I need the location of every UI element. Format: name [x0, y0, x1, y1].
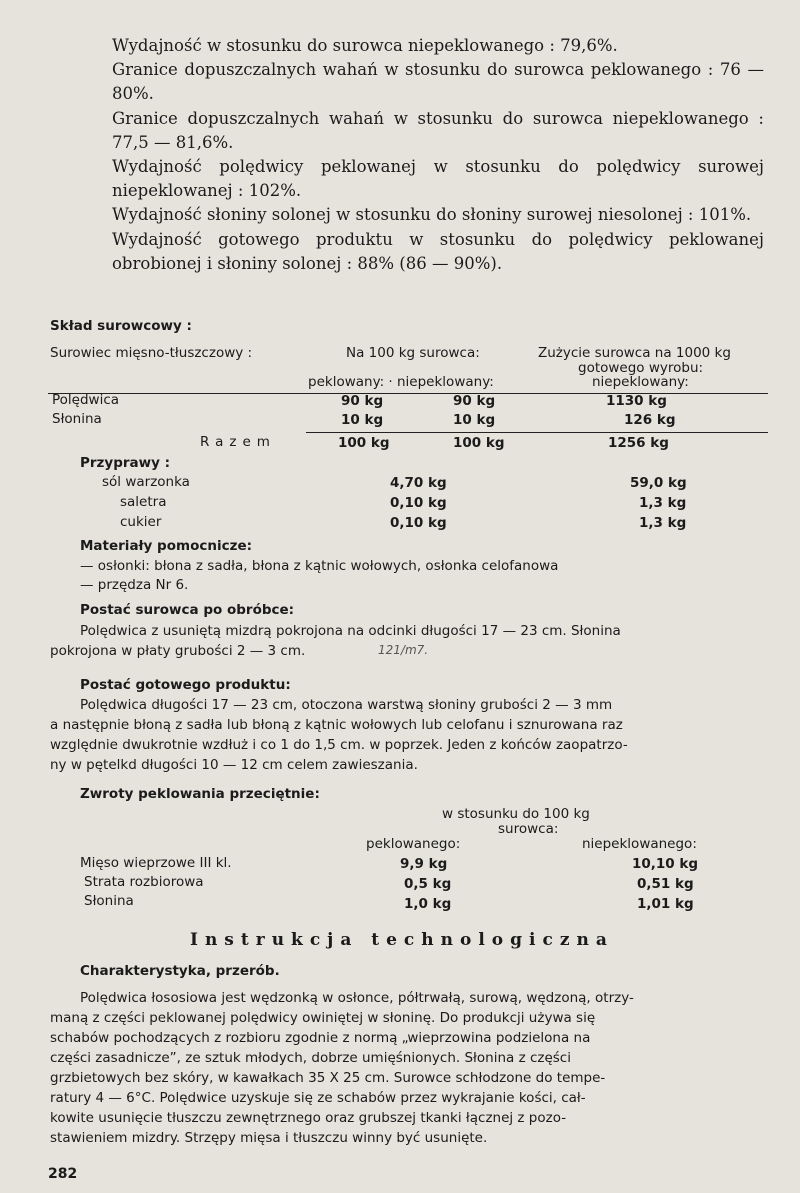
row-value: 126 kg: [624, 412, 676, 428]
sub-header-pekl: peklowany: · niepeklowany:: [308, 374, 494, 390]
row-value: 90 kg: [453, 393, 496, 409]
zwroty-row-value: 10,10 kg: [632, 856, 699, 872]
col-per100-header: Na 100 kg surowca:: [346, 345, 480, 361]
total-label: Razem: [200, 434, 276, 450]
page-number: 282: [48, 1166, 78, 1182]
przyprawy-heading: Przyprawy :: [80, 455, 171, 471]
intro-line: Wydajność w stosunku do surowca niepeklowanego : 79,6%.: [112, 36, 618, 55]
instrukcja-line: kowite usunięcie tłuszczu zewnętrznego oraz grubszej tkanki łącznej z pozo-: [50, 1110, 567, 1126]
spice-value: 1,3 kg: [639, 515, 687, 531]
zwroty-row-value: 0,51 kg: [637, 876, 694, 892]
spice-value: 4,70 kg: [390, 475, 447, 491]
instrukcja-subheading: Charakterystyka, przerób.: [80, 963, 280, 979]
postac-produktu-heading: Postać gotowego produktu:: [80, 677, 291, 693]
instrukcja-line: grzbietowych bez skóry, w kawałkach 35 X 25 cm. Surowce schłodzone do tempe-: [50, 1070, 606, 1086]
postac-produktu-line: ny w pętelkd długości 10 — 12 cm celem zawieszania.: [50, 757, 418, 773]
zwroty-row-name: Strata rozbiorowa: [84, 874, 204, 890]
postac-surowca-heading: Postać surowca po obróbce:: [80, 602, 295, 618]
row-value: 10 kg: [453, 412, 496, 428]
instrukcja-title: Instrukcja technologiczna: [190, 930, 614, 950]
row-value: 1130 kg: [606, 393, 667, 409]
zwroty-row-value: 0,5 kg: [404, 876, 452, 892]
zwroty-sub-b: niepeklowanego:: [582, 836, 697, 852]
zwroty-row-value: 1,0 kg: [404, 896, 452, 912]
sub-header-niepekl: niepeklowany:: [592, 374, 689, 390]
row-name: Polędwica: [52, 392, 120, 408]
instrukcja-line: ratury 4 — 6°C. Polędwice uzyskuje się ze schabów przez wykrajanie kości, cał-: [50, 1090, 586, 1106]
zwroty-row-name: Słonina: [84, 893, 134, 909]
spice-value: 0,10 kg: [390, 495, 447, 511]
zwroty-col-header: w stosunku do 100 kg: [442, 806, 590, 822]
total-value: 100 kg: [338, 435, 390, 451]
zwroty-row-name: Mięso wieprzowe III kl.: [80, 855, 232, 871]
postac-surowca-line: pokrojona w płaty grubości 2 — 3 cm.: [50, 643, 306, 659]
zwroty-col-header-2: surowca:: [498, 821, 559, 837]
zwroty-row-value: 9,9 kg: [400, 856, 448, 872]
intro-line: Wydajność słoniny solonej w stosunku do słoniny surowej niesolonej : 101%.: [112, 205, 752, 225]
row-name: Słonina: [52, 411, 102, 427]
intro-line: Wydajność gotowego produktu w stosunku do polędwicy peklowanej obrobionej i słoniny solonej : 88% (86 — 90%).: [112, 229, 764, 273]
col-raw-header: Surowiec mięsno-tłuszczowy :: [50, 345, 253, 361]
sklad-heading: Skład surowcowy :: [50, 318, 192, 334]
instrukcja-line: części zasadnicze”, ze sztuk młodych, dobrze umięśnionych. Słonina z części: [50, 1050, 571, 1066]
postac-surowca-line: Polędwica z usuniętą mizdrą pokrojona na odcinki długości 17 — 23 cm. Słonina: [80, 623, 621, 639]
spice-name: saletra: [120, 494, 167, 510]
table-rule-sum: [306, 432, 768, 433]
total-value: 100 kg: [453, 435, 505, 451]
materialy-line: — osłonki: błona z sadła, błona z kątnic wołowych, osłonka celofanowa: [80, 558, 559, 574]
zwroty-sub-a: peklowanego:: [366, 836, 461, 852]
intro-line: Wydajność polędwicy peklowanej w stosunku do polędwicy surowej niepeklowanej : 102%.: [112, 157, 764, 201]
total-value: 1256 kg: [608, 435, 669, 451]
postac-produktu-line: Polędwica długości 17 — 23 cm, otoczona warstwą słoniny grubości 2 — 3 mm: [80, 697, 613, 713]
col-usage-header: Zużycie surowca na 1000 kg: [538, 345, 731, 361]
handwritten-note: 121/m7.: [378, 643, 429, 657]
instrukcja-line: maną z części peklowanej polędwicy owiniętej w słoninę. Do produkcji używa się: [50, 1010, 596, 1026]
instrukcja-line: stawieniem mizdry. Strzępy mięsa i tłuszczu winny być usunięte.: [50, 1130, 488, 1146]
instrukcja-line: Polędwica łososiowa jest wędzonką w osłonce, półtrwałą, surową, wędzoną, otrzy-: [80, 990, 634, 1006]
spice-value: 0,10 kg: [390, 515, 447, 531]
zwroty-heading: Zwroty peklowania przeciętnie:: [80, 786, 320, 802]
spice-name: sól warzonka: [102, 474, 190, 490]
row-value: 10 kg: [341, 412, 384, 428]
col-usage-header-2: gotowego wyrobu:: [578, 360, 704, 376]
instrukcja-line: schabów pochodzących z rozbioru zgodnie z normą „wieprzowina podzielona na: [50, 1030, 591, 1046]
materialy-heading: Materiały pomocnicze:: [80, 538, 252, 554]
intro-line: Granice dopuszczalnych wahań w stosunku do surowca niepeklowanego : 77,5 — 81,6%.: [112, 108, 764, 152]
intro-line: Granice dopuszczalnych wahań w stosunku do surowca peklowanego : 76 — 80%.: [112, 60, 764, 104]
spice-value: 59,0 kg: [630, 475, 687, 491]
postac-produktu-line: względnie dwukrotnie wzdłuż i co 1 do 1,5 cm. w poprzek. Jeden z końców zaopatrzo-: [50, 737, 628, 753]
row-value: 90 kg: [341, 393, 384, 409]
materialy-line: — przędza Nr 6.: [80, 577, 189, 593]
spice-name: cukier: [120, 514, 162, 530]
spice-value: 1,3 kg: [639, 495, 687, 511]
zwroty-row-value: 1,01 kg: [637, 896, 694, 912]
intro-text: [112, 34, 764, 276]
postac-produktu-line: a następnie błoną z sadła lub błoną z kątnic wołowych lub celofanu i sznurowana raz: [50, 717, 623, 733]
